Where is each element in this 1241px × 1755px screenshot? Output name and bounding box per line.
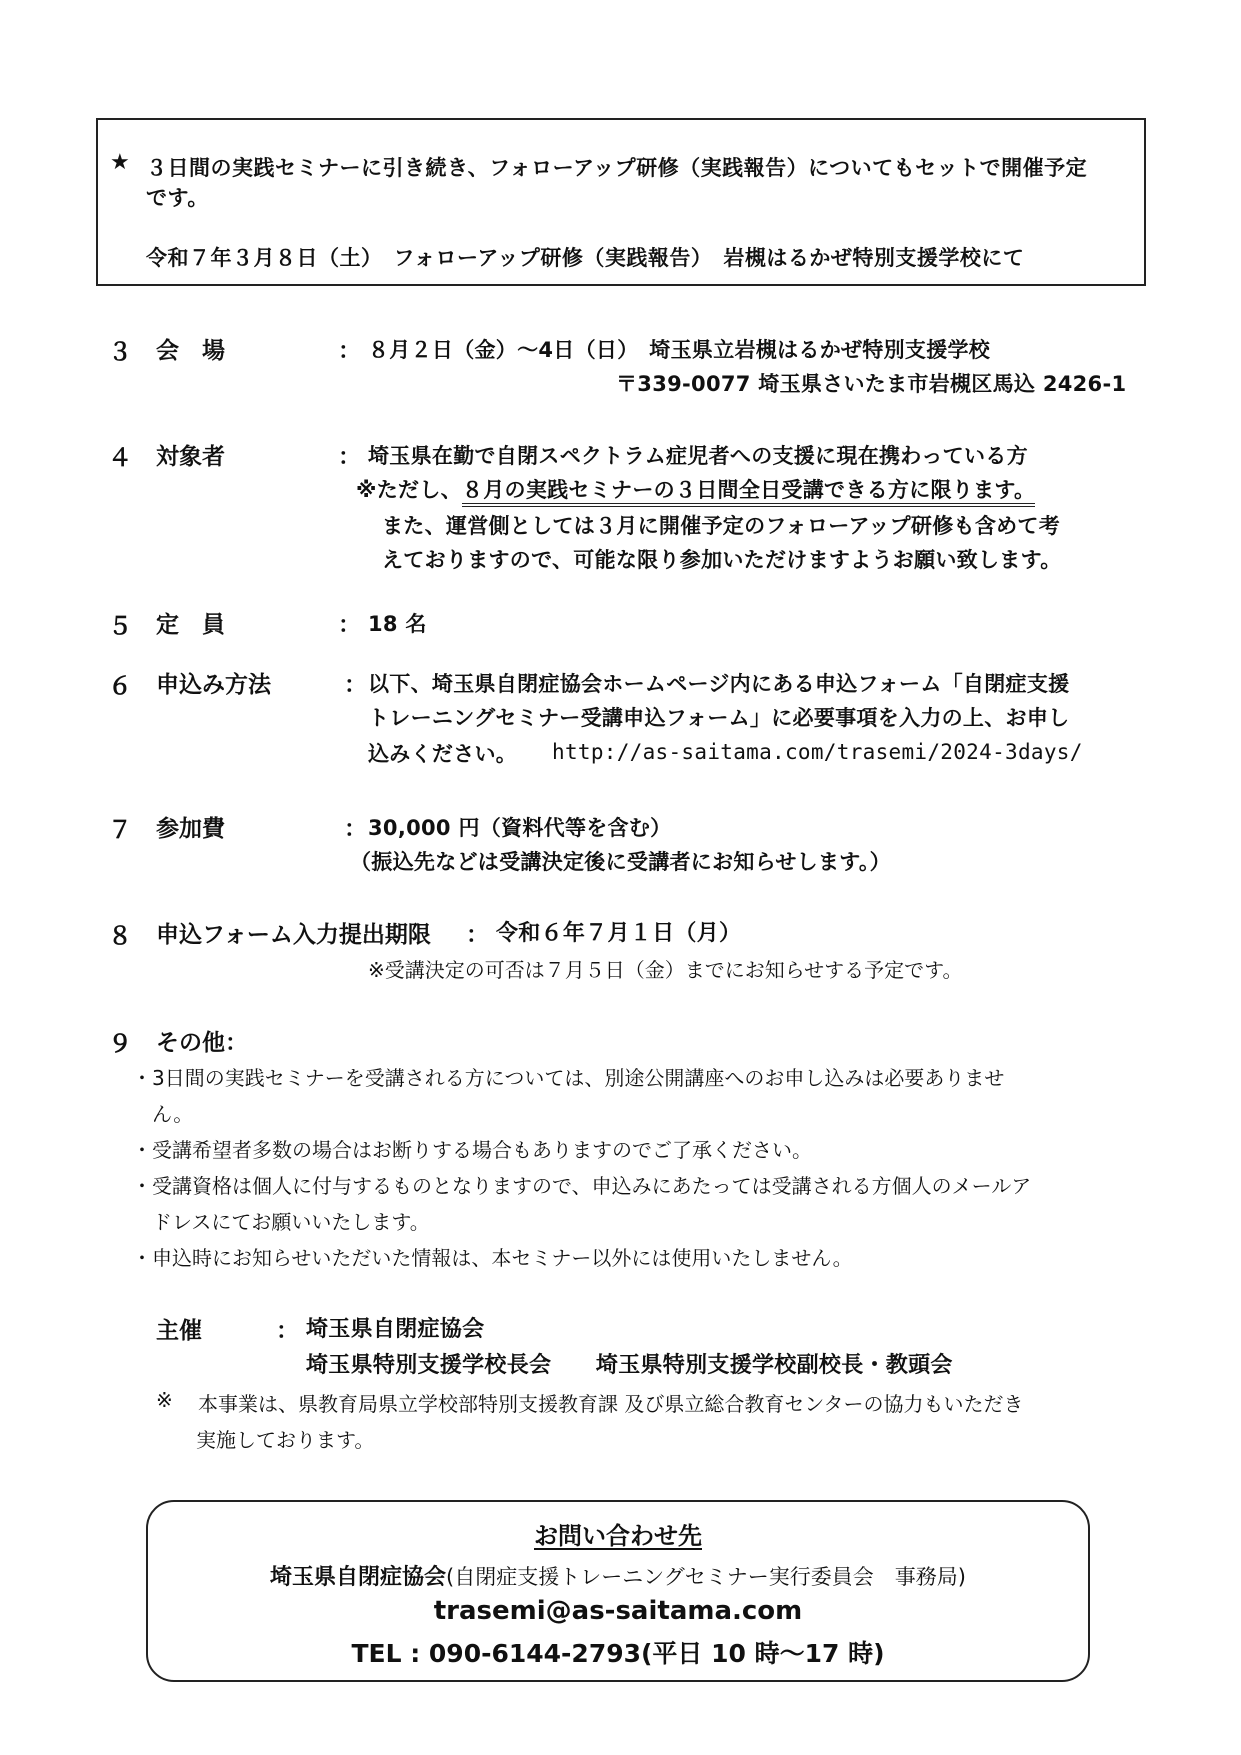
section-5-colon: ： (338, 612, 361, 638)
application-url-link[interactable]: http://as-saitama.com/trasemi/2024-3days/ (552, 740, 1083, 764)
section-7-label: 参加費 (156, 816, 225, 842)
target-line-1: 埼玉県在勤で自閉スペクトラム症児者への支援に現在携わっている方 (368, 444, 1028, 468)
other-bullet-2: ・受講希望者多数の場合はお断りする場合もありますのでご了承ください。 (132, 1138, 812, 1162)
contact-box (146, 1500, 1090, 1682)
section-4-colon: ： (338, 444, 361, 470)
notice-line-2: です。 (146, 186, 209, 210)
notice-line-1: ３日間の実践セミナーに引き続き、フォローアップ研修（実践報告）についてもセットで開催予定 (146, 156, 1088, 180)
other-bullet-3: ・受講資格は個人に付与するものとなりますので、申込みにあたっては受講される方個人のメールア (132, 1174, 1032, 1198)
section-6-colon: ： (344, 672, 367, 698)
section-9-label: その他： (156, 1030, 248, 1056)
section-3-label: 会 場 (156, 338, 225, 364)
notice-box (96, 118, 1146, 286)
target-line-4: えておりますので、可能な限り参加いただけますようお願い致します。 (382, 548, 1062, 572)
section-5-number: ５ (108, 612, 132, 640)
contact-title (148, 1516, 1088, 1551)
section-7-number: ７ (108, 816, 132, 844)
application-line-2: トレーニングセミナー受講申込フォーム」に必要事項を入力の上、お申し (368, 706, 1070, 730)
other-bullet-1-cont: ん。 (132, 1102, 194, 1126)
section-8-label: 申込フォーム入力提出期限 (156, 922, 431, 948)
contact-title-text: お問い合わせ先 (534, 1522, 702, 1550)
deadline-value: 令和６年７月１日（月） (496, 921, 742, 946)
section-3-colon: ： (338, 338, 361, 364)
organizer-line-2: 埼玉県特別支援学校長会 埼玉県特別支援学校副校長・教頭会 (306, 1353, 953, 1378)
fee-note: （振込先などは受講決定後に受講者にお知らせします。） (350, 850, 891, 874)
organizer-note-line-1: 本事業は、県教育局県立学校部特別支援教育課 及び県立総合教育センターの協力もいただき (198, 1392, 1024, 1416)
section-9-number: ９ (108, 1030, 132, 1058)
organizer-note-line-2: 実施しております。 (196, 1428, 375, 1452)
section-5-label: 定 員 (156, 612, 225, 638)
section-8-number: ８ (108, 922, 132, 950)
contact-tel: TEL : 090-6144-2793(平日 10 時～17 時) (351, 1639, 885, 1668)
target-caveat-underlined: ８月の実践セミナーの３日間全日受講できる方に限ります。 (462, 478, 1035, 507)
fee-value: 30,000 円（資料代等を含む） (368, 816, 672, 840)
other-bullet-4: ・申込時にお知らせいただいた情報は、本セミナー以外には使用いたしません。 (132, 1246, 853, 1270)
section-3-number: ３ (108, 338, 132, 366)
organizer-line-1: 埼玉県自閉症協会 (306, 1317, 485, 1342)
contact-org (148, 1560, 1088, 1591)
section-4-label: 対象者 (156, 444, 225, 470)
contact-org-name: 埼玉県自閉症協会 (270, 1565, 447, 1590)
target-line-3: また、運営側としては３月に開催予定のフォローアップ研修も含めて考 (382, 514, 1061, 538)
target-caveat-prefix: ※ただし、 (356, 478, 462, 502)
other-bullet-3-cont: ドレスにてお願いいたします。 (132, 1210, 430, 1234)
section-8-colon: ： (466, 922, 489, 948)
section-7-colon: ： (344, 816, 367, 842)
section-6-number: ６ (108, 672, 132, 700)
section-4-number: ４ (108, 444, 132, 472)
contact-email-link[interactable]: trasemi@as-saitama.com (433, 1596, 803, 1626)
organizer-note-mark: ※ (156, 1388, 173, 1412)
organizer-colon: ： (276, 1318, 299, 1344)
organizer-label: 主催 (156, 1318, 202, 1344)
deadline-note: ※受講決定の可否は７月５日（金）までにお知らせする予定です。 (368, 958, 963, 982)
target-line-2 (356, 474, 1035, 504)
contact-org-sub: (自閉症支援トレーニングセミナー実行委員会 事務局) (446, 1565, 966, 1589)
application-line-3: 込みください。 (368, 742, 518, 766)
venue-dates: ８月２日（金）～4日（日） 埼玉県立岩槻はるかぜ特別支援学校 (368, 338, 991, 362)
application-line-1: 以下、埼玉県自閉症協会ホームページ内にある申込フォーム「自閉症支援 (368, 672, 1070, 696)
other-bullet-1: ・3日間の実践セミナーを受講される方については、別途公開講座へのお申し込みは必要ありませ (132, 1066, 1005, 1090)
star-icon: ★ (110, 150, 130, 175)
section-6-label: 申込み方法 (156, 672, 271, 698)
capacity-value: 18 名 (368, 612, 427, 636)
notice-line-3: 令和７年３月８日（土） フォローアップ研修（実践報告） 岩槻はるかぜ特別支援学校にて (146, 246, 1025, 270)
venue-address: 〒339-0077 埼玉県さいたま市岩槻区馬込 2426-1 (616, 372, 1127, 396)
